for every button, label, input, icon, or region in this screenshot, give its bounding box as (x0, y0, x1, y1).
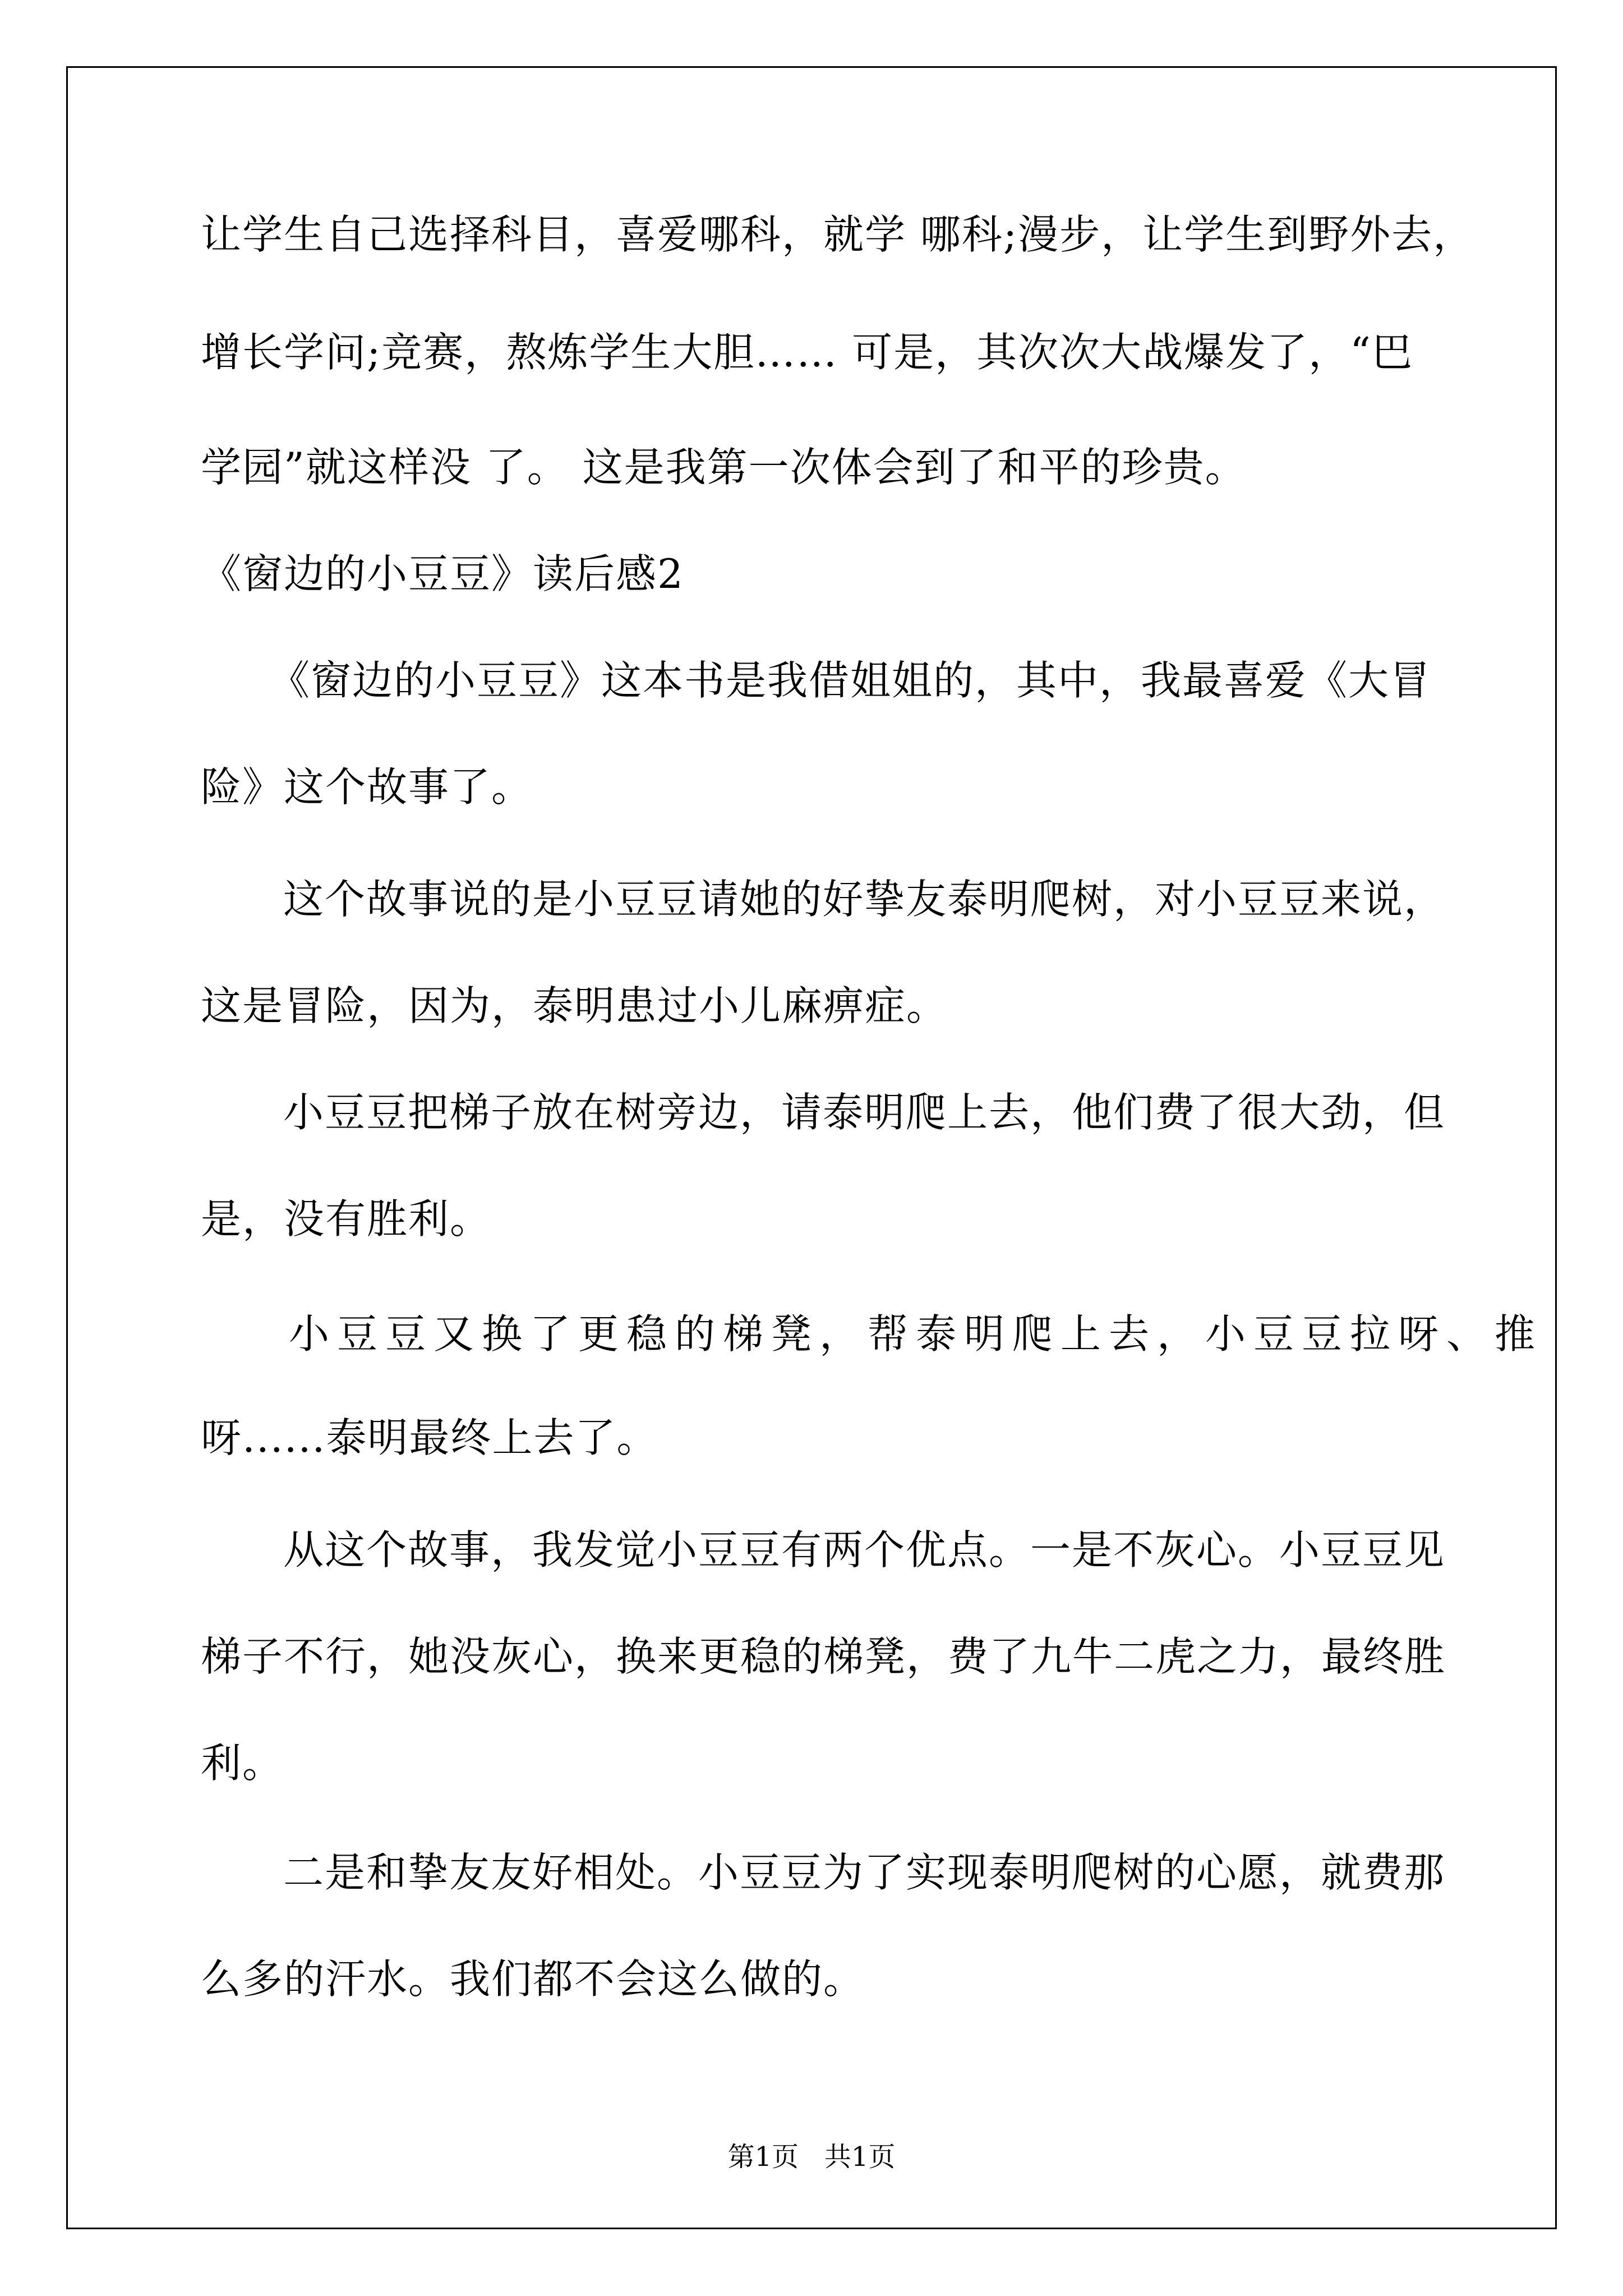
text-line: 么多的汗水。我们都不会这么做的。 (201, 1955, 865, 2003)
text-line: 小豆豆又换了更稳的梯凳，帮泰明爬上去，小豆豆拉呀、推 (289, 1310, 1543, 1358)
text-line: 二是和挚友友好相处。小豆豆为了实现泰明爬树的心愿，就费那 (283, 1849, 1446, 1896)
text-line: 增长学问;竞赛，熬炼学生大胆…… 可是，其次次大战爆发了，“巴 (201, 329, 1413, 376)
text-line: 险》这个故事了。 (201, 763, 533, 811)
text-line: 《窗边的小豆豆》这本书是我借姐姐的，其中，我最喜爱《大冒 (269, 657, 1432, 704)
page-footer: 第1页 共1页 (727, 2141, 896, 2173)
text-line: 利。 (201, 1740, 284, 1787)
text-line: 学园”就这样没 了。 这是我第一次体会到了和平的珍贵。 (201, 444, 1247, 491)
text-line: 这个故事说的是小豆豆请她的好挚友泰明爬树，对小豆豆来说， (283, 876, 1446, 923)
text-line: 呀......泰明最终上去了。 (201, 1414, 658, 1461)
text-line: 梯子不行，她没灰心，换来更稳的梯凳，费了九牛二虎之力，最终胜 (201, 1633, 1446, 1680)
text-line: 让学生自己选择科目，喜爱哪科，就学 哪科;漫步，让学生到野外去， (201, 211, 1475, 258)
text-line: 小豆豆把梯子放在树旁边，请泰明爬上去，他们费了很大劲，但 (283, 1089, 1446, 1136)
text-line: 从这个故事，我发觉小豆豆有两个优点。一是不灰心。小豆豆见 (283, 1526, 1446, 1573)
section-heading: 《窗边的小豆豆》读后感2 (201, 550, 684, 597)
text-line: 这是冒险，因为，泰明患过小儿麻痹症。 (201, 982, 948, 1029)
text-line: 是，没有胜利。 (201, 1195, 492, 1243)
page-border (66, 66, 1557, 2229)
